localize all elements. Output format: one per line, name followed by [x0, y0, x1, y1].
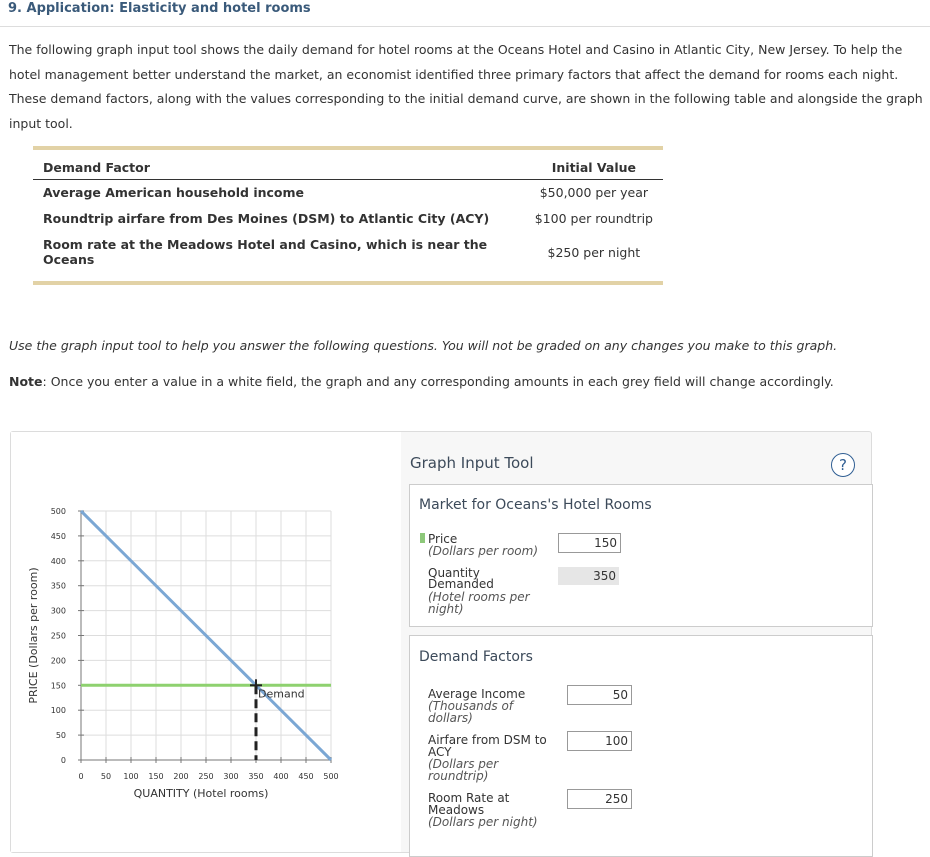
- income-label: Average Income: [428, 687, 526, 701]
- quantity-unit-2: [428, 603, 464, 615]
- title-divider: [0, 26, 930, 27]
- y-tick-label: 350: [50, 581, 66, 591]
- graph-input-tool: [10, 431, 872, 853]
- y-tick-label: 0: [60, 756, 66, 765]
- y-tick-label: 150: [50, 681, 66, 691]
- income-unit-2: [428, 712, 473, 724]
- room-rate-unit-text: (Dollars per night): [428, 815, 538, 829]
- table-row: [33, 232, 663, 281]
- use-instruction: Use the graph input tool to help you answer the following questions. You will not be graded on any changes you make to this graph.: [9, 338, 838, 353]
- demand-factors-title: Demand Factors: [419, 649, 533, 665]
- y-tick-label: 200: [50, 656, 66, 666]
- room-rate-label-1: Room Rate at: [428, 791, 510, 805]
- airfare-label-2: ACY: [428, 745, 452, 759]
- quantity-label-2: Demanded: [428, 577, 494, 591]
- factor-name: Room rate at the Meadows Hotel and Casino, which is near the Oceans: [43, 237, 488, 267]
- y-axis-label: PRICE (Dollars per room): [27, 567, 40, 704]
- demand-chart: [11, 432, 401, 852]
- x-tick-label: 0: [78, 772, 84, 781]
- airfare-label-1: Airfare from DSM to: [428, 733, 547, 747]
- x-tick-label: 500: [323, 772, 339, 781]
- factor-value: $100 per roundtrip: [534, 211, 653, 226]
- market-panel: [409, 484, 873, 627]
- note-instruction: [9, 374, 834, 389]
- airfare-unit-1-text: (Dollars per: [428, 757, 499, 771]
- x-tick-label: 200: [173, 772, 189, 781]
- x-tick-label: 150: [148, 772, 164, 781]
- price-unit: [428, 545, 538, 557]
- x-tick-label: 100: [123, 772, 139, 781]
- x-tick-label: 250: [198, 772, 214, 781]
- x-tick-label: 450: [298, 772, 314, 781]
- y-tick-label: 450: [50, 531, 66, 541]
- demand-curve-label: Demand: [258, 687, 305, 701]
- market-panel-title: Market for Oceans's Hotel Rooms: [419, 497, 652, 513]
- quantity-label-1: Quantity: [428, 566, 480, 580]
- y-tick-label: 400: [50, 556, 66, 566]
- y-tick-label: 500: [50, 507, 66, 516]
- demand-factors-panel: [409, 635, 873, 857]
- y-tick-label: 50: [55, 731, 66, 741]
- demand-factor-table: [33, 146, 663, 285]
- intro-paragraph: The following graph input tool shows the daily demand for hotel rooms at the Oceans Hotel and Casino in Atlantic City, New Jersey. To help the hotel management better understand the market, an economist identified three primary factors that affect the demand for rooms each night. These demand factors, along with the values corresponding to the initial demand curve, are shown in the following table and alongside the graph input tool.: [9, 42, 923, 131]
- price-label-text: Price: [428, 532, 458, 546]
- x-tick-label: 300: [223, 772, 239, 781]
- help-icon[interactable]: ?: [831, 453, 855, 477]
- factor-name: Roundtrip airfare from Des Moines (DSM) to Atlantic City (ACY): [43, 211, 490, 226]
- income-unit-2-text: dollars): [428, 711, 473, 725]
- y-tick-label: 300: [50, 606, 66, 616]
- table-row: [33, 206, 663, 232]
- quantity-unit-2-text: night): [428, 602, 464, 616]
- question-title: 9. Application: Elasticity and hotel rooms: [8, 1, 311, 16]
- note-body: : Once you enter a value in a white field, the graph and any corresponding amounts in each grey field will change accordingly.: [42, 374, 834, 389]
- income-input[interactable]: 50: [567, 685, 632, 705]
- room-rate-input[interactable]: 250: [567, 789, 632, 809]
- x-axis-label: QUANTITY (Hotel rooms): [133, 787, 269, 800]
- price-unit-text: (Dollars per room): [428, 544, 539, 558]
- graph-area: [11, 432, 401, 852]
- room-rate-label-2: Meadows: [428, 803, 485, 817]
- header-initial-value: Initial Value: [525, 150, 663, 180]
- factor-value: $50,000 per year: [539, 185, 649, 200]
- income-unit-1-text: (Thousands of: [428, 699, 514, 713]
- x-tick-label: 350: [248, 772, 264, 781]
- x-tick-label: 50: [100, 772, 112, 781]
- y-tick-label: 250: [50, 631, 66, 641]
- airfare-unit-2-text: roundtrip): [428, 769, 489, 783]
- airfare-input[interactable]: 100: [567, 731, 632, 751]
- x-tick-label: 400: [273, 772, 289, 781]
- quantity-unit-1-text: (Hotel rooms per: [428, 590, 530, 604]
- price-input[interactable]: 150: [558, 533, 621, 553]
- table-row: [33, 180, 663, 207]
- factor-value: $250 per night: [547, 244, 641, 260]
- header-demand-factor: Demand Factor: [33, 150, 525, 180]
- graph-input-tool-title: Graph Input Tool: [410, 454, 534, 472]
- room-rate-unit: [428, 816, 538, 828]
- quantity-output: 350: [558, 567, 619, 585]
- price-swatch: [420, 533, 425, 543]
- y-tick-label: 100: [50, 706, 66, 716]
- airfare-unit-2: [428, 770, 488, 782]
- factor-name: Average American household income: [43, 185, 305, 200]
- note-label: Note: [9, 374, 43, 389]
